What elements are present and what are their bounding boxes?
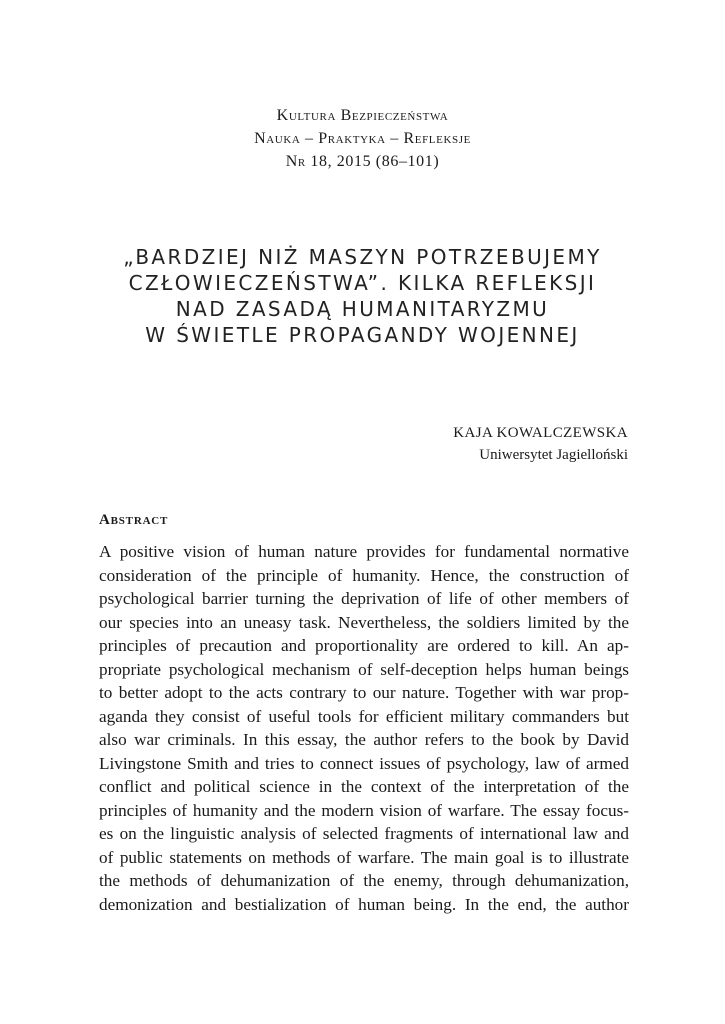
abstract-line: consideration of the principle of humanity. Hence, the construction of xyxy=(99,565,629,585)
abstract-line: propriate psychological mechanism of self-deception helps human beings xyxy=(99,659,629,679)
abstract-line: aganda they consist of useful tools for efficient military commanders but xyxy=(99,706,629,726)
article-title xyxy=(0,244,725,348)
abstract-line: es on the linguistic analysis of selected fragments of international law and xyxy=(99,824,629,843)
abstract-heading: Abstract xyxy=(99,512,169,528)
abstract-line: our species into an uneasy task. Nevertheless, the soldiers limited by the xyxy=(99,612,629,632)
abstract-line: A positive vision of human nature provides for fundamental normative xyxy=(99,542,629,561)
abstract-line: psychological barrier turning the deprivation of life of other members of xyxy=(99,589,629,608)
author-block xyxy=(453,422,628,466)
title-line: NAD ZASADĄ HUMANITARYZMU xyxy=(175,297,550,321)
author-affiliation: Uniwersytet Jagielloński xyxy=(479,447,628,463)
abstract-line: of public statements on methods of warfare. The main goal is to illustrate xyxy=(99,847,629,867)
abstract-line: demonization and bestialization of human being. In the end, the author xyxy=(99,894,629,914)
abstract-line: Livingstone Smith and tries to connect issues of psychology, law of armed xyxy=(99,753,629,773)
journal-name: Kultura Bezpieczeństwa xyxy=(276,107,449,124)
abstract-line: principles of humanity and the modern vision of warfare. The essay focus- xyxy=(99,800,629,820)
author-name: KAJA KOWALCZEWSKA xyxy=(453,425,628,441)
journal-header xyxy=(0,104,725,173)
title-line: „BARDZIEJ NIŻ MASZYN POTRZEBUJEMY xyxy=(123,245,602,269)
abstract-line: conflict and political science in the context of the interpretation of the xyxy=(99,777,629,796)
abstract-line: the methods of dehumanization of the enemy, through dehumanization, xyxy=(99,871,629,890)
journal-issue: Nr 18, 2015 (86–101) xyxy=(285,153,440,170)
abstract-body xyxy=(99,540,629,916)
abstract-line: to better adopt to the acts contrary to our nature. Together with war prop- xyxy=(99,683,629,702)
title-line: W ŚWIETLE PROPAGANDY WOJENNEJ xyxy=(145,323,580,347)
abstract-line: principles of precaution and proportionality are ordered to kill. An ap- xyxy=(99,636,629,655)
title-line: CZŁOWIECZEŃSTWA”. KILKA REFLEKSJI xyxy=(128,271,597,295)
abstract-line: also war criminals. In this essay, the author refers to the book by David xyxy=(99,730,629,749)
journal-subtitle: Nauka – Praktyka – Refleksje xyxy=(254,130,471,147)
